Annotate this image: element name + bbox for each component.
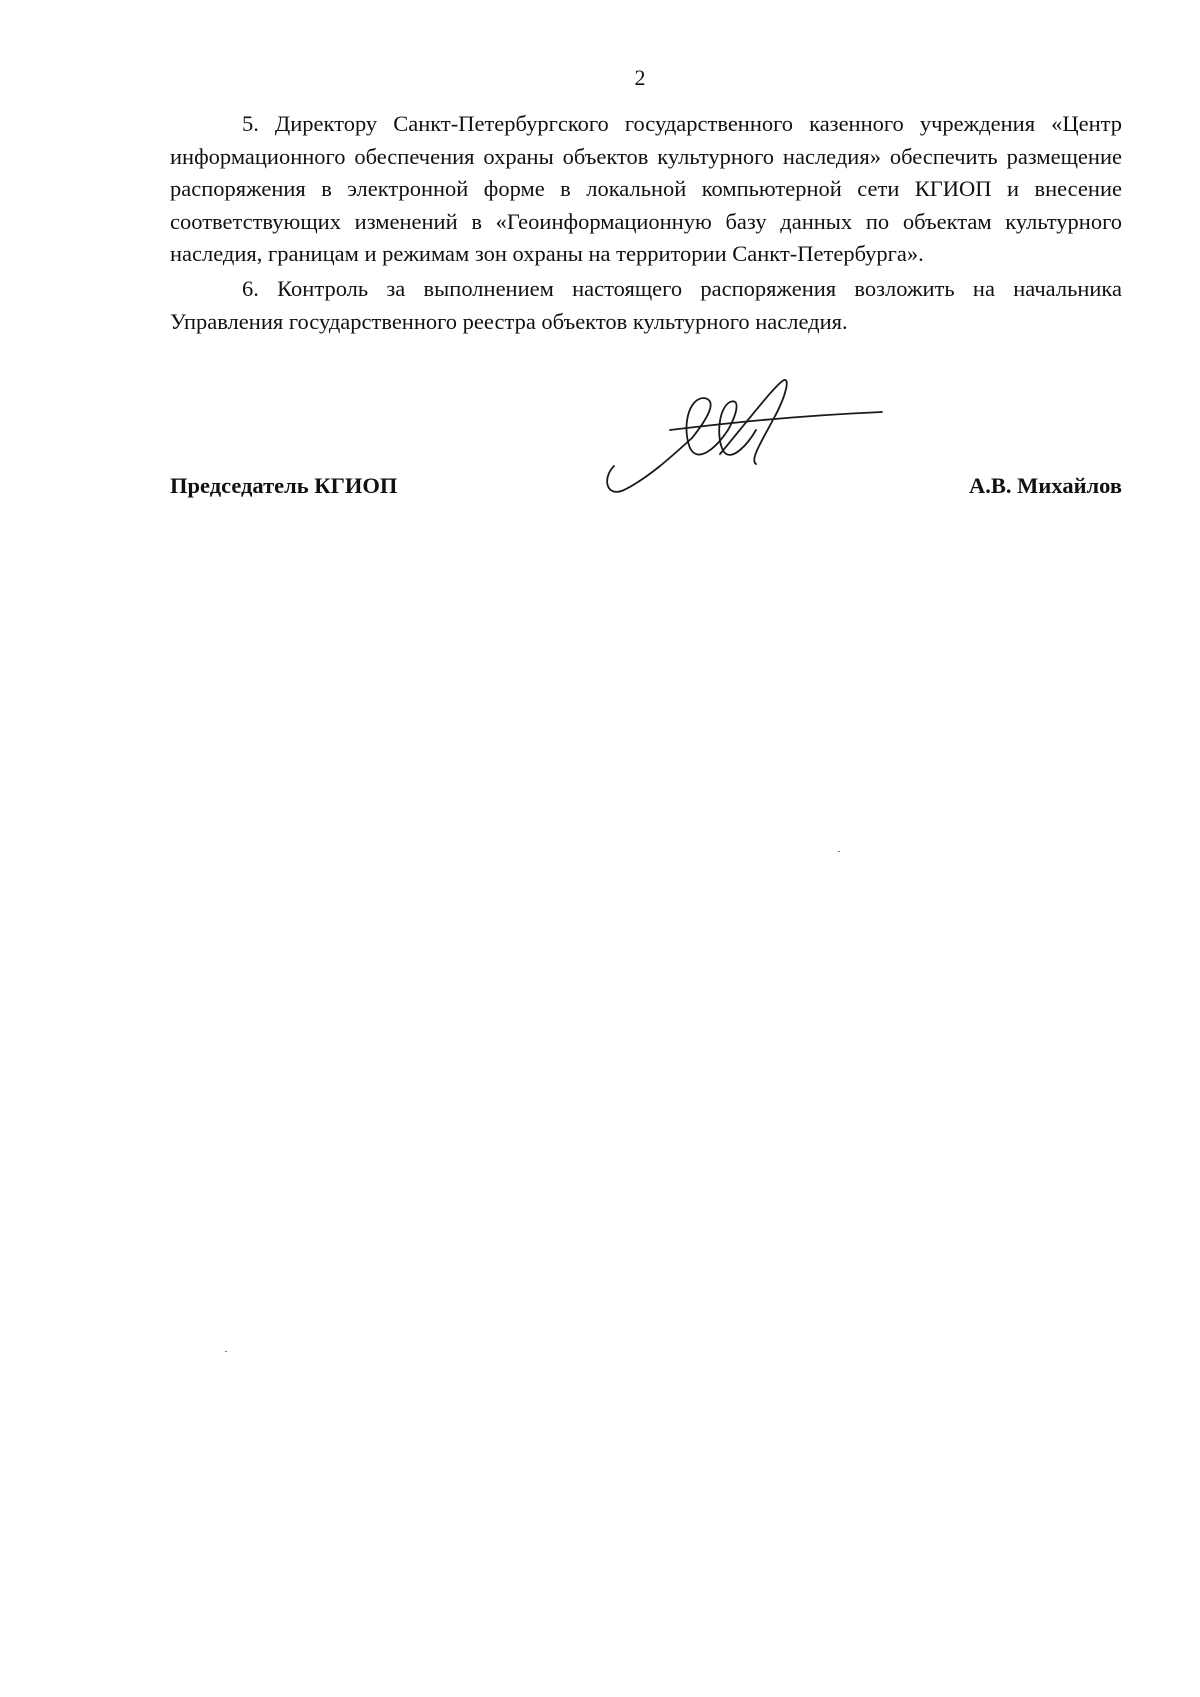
- paragraph-5: 5. Директору Санкт-Петербургского государственного казенного учреждения «Центр информационного обеспечения охраны объектов культурного наследия» обеспечить размещение распоряжения в электронной форме в локальной компьютерной сети КГИОП и внесение соответствующих изменений в «Геоинформационную базу данных по объектам культурного наследия, границам и режимам зон охраны на территории Санкт-Петербурга».: [170, 111, 1122, 267]
- scan-speck: [225, 1351, 227, 1352]
- page-number: 2: [634, 65, 646, 90]
- document-body: [170, 108, 1122, 338]
- signer-name: А.В. Михайлов: [969, 473, 1122, 498]
- signer-title: Председатель КГИОП: [170, 473, 398, 498]
- paragraph-6: 6. Контроль за выполнением настоящего распоряжения возложить на начальника Управления государственного реестра объектов культурного наследия.: [170, 275, 1122, 334]
- handwritten-signature: [600, 378, 890, 510]
- scan-speck: [838, 851, 840, 852]
